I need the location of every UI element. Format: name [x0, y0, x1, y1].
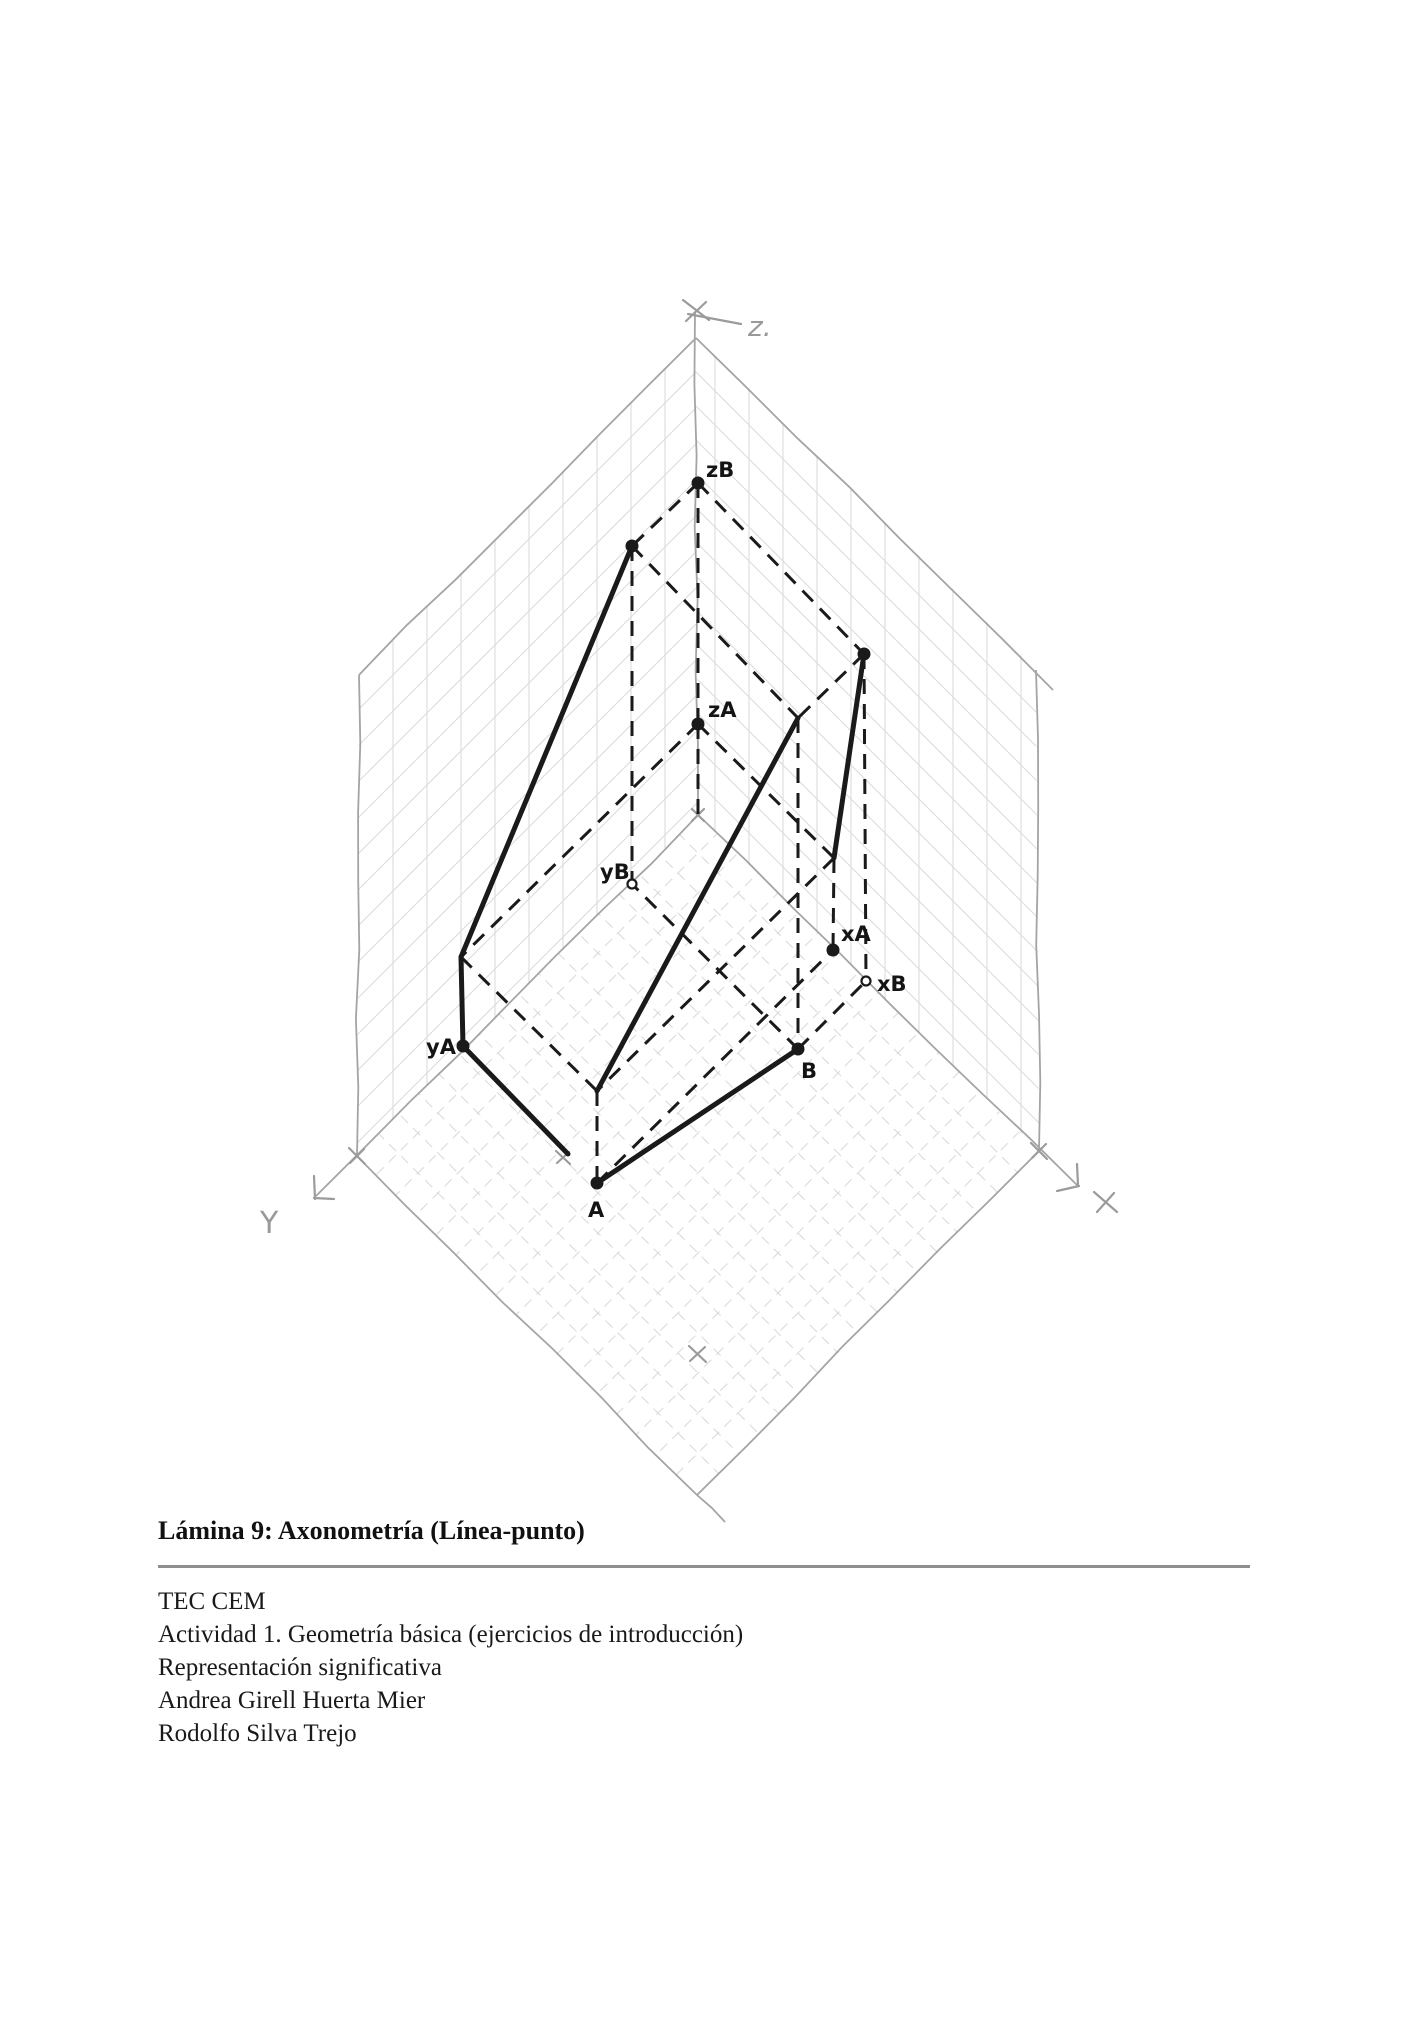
info-block: [158, 1585, 743, 1750]
solid-ground-yA-to-A: [463, 1046, 568, 1154]
label-xB: xB: [877, 972, 907, 996]
grid-line: [656, 536, 1079, 959]
grid-line: [656, 366, 1079, 789]
point-yA: [457, 1040, 470, 1053]
grid-line: [576, 775, 1336, 1535]
ground-left-edge: [357, 1156, 697, 1495]
grid-line: [0, 298, 842, 1196]
grid-line: [656, 332, 1079, 755]
dashed-zA-to-xz-corner: [698, 724, 834, 858]
ground-right-edge: [697, 1151, 1039, 1495]
label-zB: zB: [706, 458, 735, 482]
grid-line: [268, 298, 1166, 1196]
grid-line: [656, 706, 1079, 1129]
point-xB: [862, 977, 871, 986]
grid-line: [96, 775, 856, 1535]
y-axis-arrowhead: [314, 1198, 334, 1199]
label-yB: yB: [600, 860, 630, 884]
info-line: Andrea Girell Huerta Mier: [158, 1687, 426, 1714]
solid-yz-projection-of-AB: [461, 546, 632, 957]
point-zB: [692, 477, 705, 490]
grid-line: [656, 468, 1079, 891]
y-axis-arrowhead: [314, 1176, 315, 1199]
solid-yz-corner-to-yA: [461, 957, 463, 1046]
wall-right-edge: [1036, 670, 1040, 1151]
info-line: Representación significativa: [158, 1654, 442, 1681]
point-zA: [692, 718, 705, 731]
grid-line: [336, 775, 1096, 1535]
grid-line: [317, 712, 1079, 1474]
figure-caption-title: Lámina 9: Axonometría (Línea-punto): [158, 1516, 585, 1545]
grid-line: [176, 775, 936, 1535]
grid-line: [232, 298, 1130, 1196]
grid-line: [196, 298, 1094, 1196]
horizontal-rule: [158, 1565, 1250, 1568]
grid-line: [0, 298, 770, 1196]
grid-line: [56, 775, 816, 1535]
grid-line: [136, 775, 896, 1535]
grid-line: [124, 298, 1022, 1196]
grid-line: [296, 775, 1056, 1535]
wall-top-left-edge: [359, 338, 696, 675]
info-line: Rodolfo Silva Trejo: [158, 1720, 357, 1747]
z-axis-tip-mark: [688, 314, 741, 324]
grid-line: [317, 592, 1079, 1354]
grid-line: [304, 298, 1202, 1196]
grid-line: [656, 604, 1079, 1027]
dashed-ground-B-to-yB: [632, 884, 798, 1049]
point-xz-corner-B: [858, 648, 871, 661]
x-axis-arrowhead: [1057, 1186, 1079, 1191]
grid-line: [656, 672, 1079, 1095]
z-axis-label: z.: [748, 310, 772, 343]
dashed-zA-to-yz-corner: [461, 724, 698, 957]
ground-corner-tail: [697, 1495, 725, 1522]
point-A: [591, 1177, 604, 1190]
y-axis-label: Y: [260, 1206, 279, 1241]
grid-line: [317, 872, 1079, 1560]
grid-line: [656, 434, 1079, 857]
solid-segments: [461, 546, 864, 1183]
point-xA: [827, 944, 840, 957]
grid-line: [496, 775, 1256, 1535]
grid-line: [16, 775, 776, 1535]
grid-line: [616, 775, 1376, 1535]
grid-line: [536, 775, 1296, 1535]
label-A: A: [588, 1198, 605, 1222]
info-line: TEC CEM: [158, 1588, 266, 1615]
label-B: B: [801, 1059, 818, 1083]
x-axis-arrowhead: [1077, 1164, 1078, 1185]
point-B: [792, 1043, 805, 1056]
grid-line: [317, 1072, 1079, 1560]
point-yz-corner-B: [626, 540, 639, 553]
grid-line: [317, 1032, 1079, 1560]
grid-line: [317, 912, 1079, 1560]
info-line: Actividad 1. Geometría básica (ejercicios de introducción): [158, 1621, 744, 1648]
label-yA: yA: [426, 1035, 456, 1059]
label-xA: xA: [841, 922, 871, 946]
label-zA: zA: [708, 698, 737, 722]
grid-line: [317, 832, 1079, 1560]
dashed-dropline-to-xA: [833, 858, 834, 950]
wall-left-edge: [356, 675, 360, 1156]
